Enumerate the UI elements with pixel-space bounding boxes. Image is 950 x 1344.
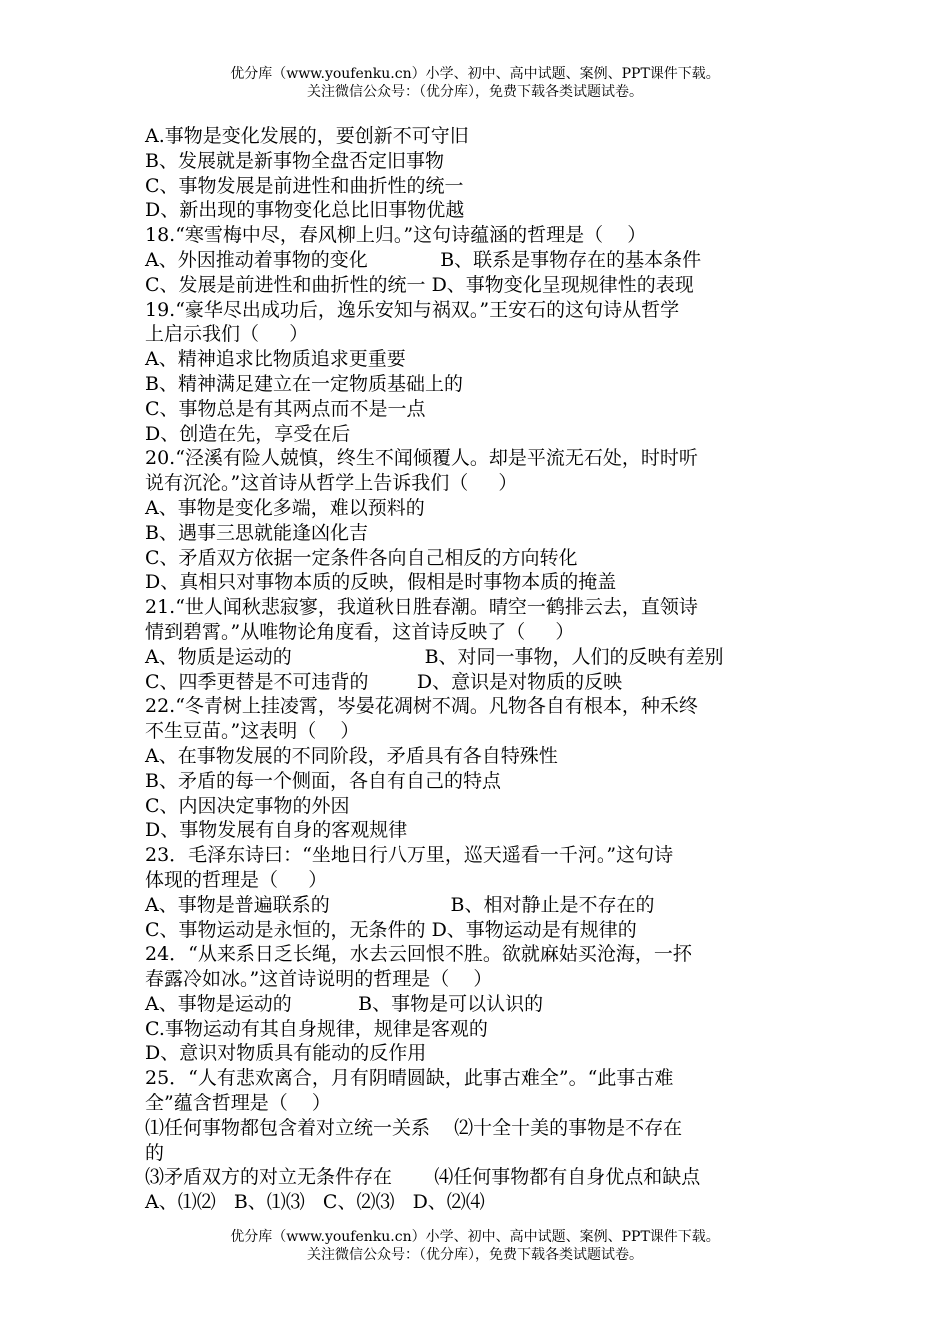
text-line: A、事物是运动的 B、事物是可以认识的 [145, 992, 544, 1015]
text-line: 上启示我们（ ） [145, 323, 309, 346]
text-line: D、意识对物质具有能动的反作用 [145, 1042, 427, 1065]
text-line: 情到碧霄。”从唯物论角度看，这首诗反映了（ ） [145, 620, 575, 643]
footer-line-1: 优分库（www.youfenku.cn）小学、初中、高中试题、案例、PPT课件下载。 [230, 1229, 720, 1245]
text-line: 的 [145, 1141, 165, 1164]
text-line: C.事物运动有其自身规律，规律是客观的 [145, 1017, 488, 1040]
question-content [145, 124, 810, 1215]
text-line: 19.“豪华尽出成功后，逸乐安知与祸双。”王安石的这句诗从哲学 [145, 298, 680, 321]
text-line: A、在事物发展的不同阶段，矛盾具有各自特殊性 [145, 744, 558, 767]
text-line: 体现的哲理是（ ） [145, 868, 328, 891]
text-line: 21.“世人闻秋悲寂寥，我道秋日胜春潮。晴空一鹤排云去，直领诗 [145, 596, 698, 619]
text-line: 22.“冬青树上挂凌霄，岑晏花凋树不凋。凡物各自有根本，种禾终 [145, 695, 698, 718]
text-line: ⑶矛盾双方的对立无条件存在 ⑷任何事物都有自身优点和缺点 [145, 1166, 701, 1189]
text-line: 23．毛泽东诗曰：“坐地日行八万里，巡天遥看一千河。”这句诗 [145, 844, 674, 867]
text-line: 20.“泾溪有险人兢慎，终生不闻倾覆人。却是平流无石处，时时听 [145, 447, 698, 470]
text-line: D、创造在先，享受在后 [145, 422, 351, 445]
text-line: C、发展是前进性和曲折性的统一 D、事物变化呈现规律性的表现 [145, 273, 694, 296]
text-line: D、事物发展有自身的客观规律 [145, 819, 408, 842]
text-line: C、事物总是有其两点而不是一点 [145, 397, 426, 420]
text-line: B、遇事三思就能逢凶化吉 [145, 521, 368, 544]
text-line: C、事物发展是前进性和曲折性的统一 [145, 174, 464, 197]
text-line: A、事物是普遍联系的 B、相对静止是不存在的 [145, 893, 655, 916]
text-line: C、矛盾双方依据一定条件各向自己相反的方向转化 [145, 546, 578, 569]
text-line: 24．“从来系日乏长绳，水去云回恨不胜。欲就麻姑买沧海，一抔 [145, 943, 692, 966]
header-line-2: 关注微信公众号：（优分库），免费下载各类试题试卷。 [307, 84, 643, 100]
text-line: A、事物是变化多端，难以预料的 [145, 496, 425, 519]
page-header [0, 65, 950, 101]
text-line: D、真相只对事物本质的反映，假相是时事物本质的掩盖 [145, 571, 617, 594]
text-line: 18.“寒雪梅中尽，春风柳上归。”这句诗蕴涵的哲理是（ ） [145, 224, 647, 247]
footer-line-2: 关注微信公众号：（优分库），免费下载各类试题试卷。 [307, 1247, 643, 1263]
text-line: 25．“人有悲欢离合，月有阴晴圆缺，此事古难全”。“此事古难 [145, 1067, 674, 1090]
text-line: 全”蕴含哲理是（ ） [145, 1092, 331, 1115]
text-line: B、矛盾的每一个侧面，各自有自己的特点 [145, 769, 501, 792]
text-line: B、精神满足建立在一定物质基础上的 [145, 372, 463, 395]
text-line: 说有沉沦。”这首诗从哲学上告诉我们（ ） [145, 472, 518, 495]
text-line: B、发展就是新事物全盘否定旧事物 [145, 149, 444, 172]
text-line: ⑴任何事物都包含着对立统一关系 ⑵十全十美的事物是不存在 [145, 1116, 683, 1139]
text-line: C、内因决定事物的外因 [145, 794, 350, 817]
text-line: 春露冷如冰。”这首诗说明的哲理是（ ） [145, 968, 493, 991]
text-line: D、新出现的事物变化总比旧事物优越 [145, 199, 465, 222]
text-line: A、外因推动着事物的变化 B、联系是事物存在的基本条件 [145, 248, 702, 271]
text-line: 不生豆苗。”这表明（ ） [145, 720, 360, 743]
header-line-1: 优分库（www.youfenku.cn）小学、初中、高中试题、案例、PPT课件下载。 [230, 66, 720, 82]
text-line: A、物质是运动的 B、对同一事物，人们的反映有差别 [145, 645, 724, 668]
text-line: C、四季更替是不可违背的 D、意识是对物质的反映 [145, 670, 623, 693]
text-line: A、精神追求比物质追求更重要 [145, 348, 406, 371]
page-footer [0, 1228, 950, 1264]
text-line: A.事物是变化发展的，要创新不可守旧 [145, 125, 469, 147]
text-line: C、事物运动是永恒的，无条件的 D、事物运动是有规律的 [145, 918, 637, 941]
text-line: A、⑴⑵ B、⑴⑶ C、⑵⑶ D、⑵⑷ [145, 1191, 485, 1214]
